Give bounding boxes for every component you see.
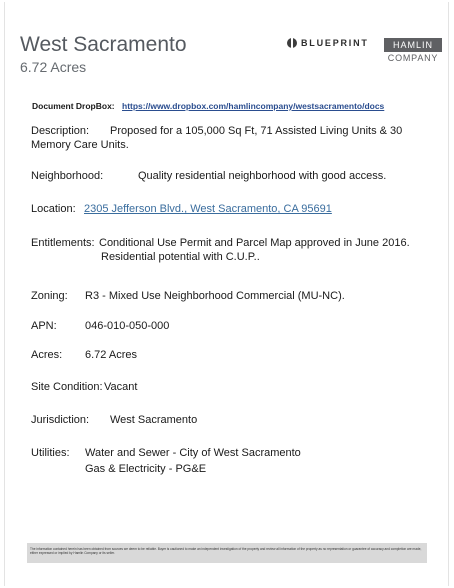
entitlements-line-1: Conditional Use Permit and Parcel Map approved in June 2016. [99, 237, 410, 249]
dropbox-link[interactable]: https://www.dropbox.com/hamlincompany/westsacramento/docs [122, 101, 385, 111]
jurisdiction-label: Jurisdiction: [31, 414, 90, 426]
legal-disclaimer: The information contained herein has been obtained from sources we deem to be reliable. Buyer is cautioned to make an independent investigation of the property and review all information of the property as no representation or guarantee of accuracy and completion are made, either expressed or implied by Hamlin Company or its seller. [27, 543, 427, 563]
acres-label: Acres: [31, 349, 63, 361]
location-link[interactable]: 2305 Jefferson Blvd., West Sacramento, CA 95691 [84, 203, 332, 215]
dropbox-label: Document DropBox: [32, 101, 115, 111]
hamlin-company-logo [384, 38, 442, 63]
utilities-line-2: Gas & Electricity - PG&E [85, 463, 207, 475]
utilities-label: Utilities: [31, 447, 70, 459]
apn-label: APN: [31, 320, 57, 332]
blueprint-logo [287, 38, 369, 48]
jurisdiction-value: West Sacramento [110, 414, 198, 426]
site-condition-value: Vacant [104, 381, 138, 393]
blueprint-logo-icon [287, 38, 297, 48]
description-label: Description: [31, 125, 90, 137]
apn-value: 046-010-050-000 [85, 320, 170, 332]
zoning-value: R3 - Mixed Use Neighborhood Commercial (MU-NC). [85, 290, 345, 302]
location-label: Location: [31, 203, 76, 215]
hamlin-logo-top: HAMLIN [384, 38, 442, 52]
site-condition-label: Site Condition: [31, 381, 103, 393]
description-line-2: Memory Care Units. [31, 139, 129, 151]
neighborhood-value: Quality residential neighborhood with good access. [138, 170, 387, 182]
utilities-line-1: Water and Sewer - City of West Sacramento [85, 447, 301, 459]
blueprint-logo-text: BLUEPRINT [301, 38, 369, 48]
zoning-label: Zoning: [31, 290, 68, 302]
description-line-1: Proposed for a 105,000 Sq Ft, 71 Assisted Living Units & 30 [110, 125, 403, 137]
acres-value: 6.72 Acres [85, 349, 137, 361]
entitlements-label: Entitlements: [31, 237, 95, 249]
neighborhood-label: Neighborhood: [31, 170, 104, 182]
page-subtitle: 6.72 Acres [20, 59, 87, 75]
hamlin-logo-bottom: COMPANY [387, 53, 439, 63]
page-title: West Sacramento [20, 33, 187, 56]
entitlements-line-2: Residential potential with C.U.P.. [101, 251, 260, 263]
